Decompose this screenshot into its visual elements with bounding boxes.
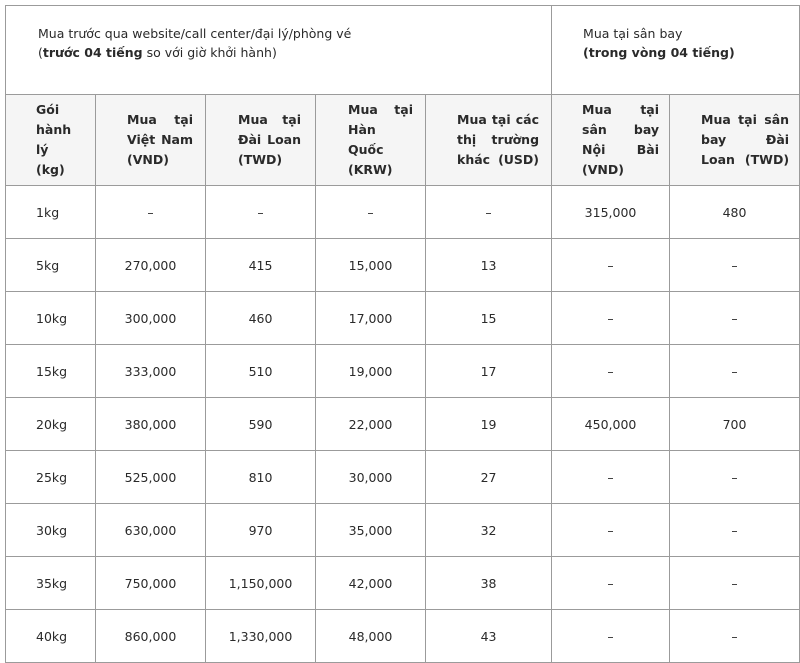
cell-noi-bai: – — [552, 610, 670, 663]
baggage-price-table — [5, 5, 800, 663]
cell-taiwan-airport: – — [670, 610, 800, 663]
cell-taiwan: 415 — [206, 239, 316, 292]
header-noi-bai-airport: Mua tại sân bay Nội Bài (VND) — [552, 95, 670, 186]
cell-korea: 48,000 — [316, 610, 426, 663]
cell-taiwan: 510 — [206, 345, 316, 398]
cell-noi-bai: – — [552, 557, 670, 610]
cell-weight: 25kg — [6, 451, 96, 504]
cell-taiwan: 970 — [206, 504, 316, 557]
cell-other: 19 — [426, 398, 552, 451]
cell-taiwan-airport: – — [670, 451, 800, 504]
cell-taiwan: – — [206, 186, 316, 239]
cell-taiwan: 460 — [206, 292, 316, 345]
cell-korea: 30,000 — [316, 451, 426, 504]
table-row — [6, 186, 800, 239]
cell-korea: 42,000 — [316, 557, 426, 610]
cell-vietnam: 380,000 — [96, 398, 206, 451]
cell-other: 15 — [426, 292, 552, 345]
cell-noi-bai: – — [552, 239, 670, 292]
cell-other: 38 — [426, 557, 552, 610]
cell-noi-bai: – — [552, 451, 670, 504]
advance-purchase-note-bold: trước 04 tiếng — [42, 45, 143, 60]
cell-taiwan: 1,330,000 — [206, 610, 316, 663]
cell-noi-bai: – — [552, 504, 670, 557]
cell-other: – — [426, 186, 552, 239]
cell-taiwan-airport: – — [670, 504, 800, 557]
cell-other: 27 — [426, 451, 552, 504]
table-row — [6, 504, 800, 557]
cell-taiwan-airport: – — [670, 292, 800, 345]
cell-korea: 22,000 — [316, 398, 426, 451]
cell-other: 43 — [426, 610, 552, 663]
header-baggage-package: Gói hành lý (kg) — [6, 95, 96, 186]
cell-taiwan: 810 — [206, 451, 316, 504]
cell-korea: 19,000 — [316, 345, 426, 398]
cell-taiwan-airport: 700 — [670, 398, 800, 451]
table-row — [6, 398, 800, 451]
cell-korea: 17,000 — [316, 292, 426, 345]
header-vietnam: Mua tại Việt Nam (VND) — [96, 95, 206, 186]
cell-weight: 15kg — [6, 345, 96, 398]
cell-weight: 10kg — [6, 292, 96, 345]
cell-vietnam: 300,000 — [96, 292, 206, 345]
cell-weight: 40kg — [6, 610, 96, 663]
purchase-channel-row — [6, 6, 800, 95]
advance-purchase-title: Mua trước qua website/call center/đại lý/phòng vé — [38, 26, 352, 41]
cell-noi-bai: 450,000 — [552, 398, 670, 451]
airport-purchase-header — [552, 6, 800, 95]
header-korea: Mua tại Hàn Quốc (KRW) — [316, 95, 426, 186]
airport-purchase-note: (trong vòng 04 tiếng) — [583, 45, 735, 60]
cell-taiwan-airport: – — [670, 557, 800, 610]
advance-purchase-note-rest: so với giờ khởi hành — [142, 45, 272, 60]
cell-vietnam: – — [96, 186, 206, 239]
table-row — [6, 451, 800, 504]
cell-korea: 35,000 — [316, 504, 426, 557]
cell-noi-bai: – — [552, 345, 670, 398]
cell-weight: 1kg — [6, 186, 96, 239]
table-row — [6, 610, 800, 663]
header-taiwan: Mua tại Đài Loan (TWD) — [206, 95, 316, 186]
table-row — [6, 557, 800, 610]
cell-taiwan: 590 — [206, 398, 316, 451]
column-header-row — [6, 95, 800, 186]
cell-vietnam: 750,000 — [96, 557, 206, 610]
cell-taiwan-airport: 480 — [670, 186, 800, 239]
cell-weight: 35kg — [6, 557, 96, 610]
table-row — [6, 292, 800, 345]
cell-taiwan-airport: – — [670, 239, 800, 292]
price-rows — [6, 186, 800, 663]
advance-purchase-header — [6, 6, 552, 95]
cell-taiwan: 1,150,000 — [206, 557, 316, 610]
cell-noi-bai: 315,000 — [552, 186, 670, 239]
header-other-markets: Mua tại các thị trường khác (USD) — [426, 95, 552, 186]
cell-vietnam: 525,000 — [96, 451, 206, 504]
cell-taiwan-airport: – — [670, 345, 800, 398]
cell-vietnam: 333,000 — [96, 345, 206, 398]
cell-vietnam: 860,000 — [96, 610, 206, 663]
cell-other: 17 — [426, 345, 552, 398]
cell-weight: 30kg — [6, 504, 96, 557]
cell-other: 32 — [426, 504, 552, 557]
cell-vietnam: 630,000 — [96, 504, 206, 557]
cell-korea: 15,000 — [316, 239, 426, 292]
cell-vietnam: 270,000 — [96, 239, 206, 292]
cell-weight: 5kg — [6, 239, 96, 292]
cell-korea: – — [316, 186, 426, 239]
header-taiwan-airport: Mua tại sân bay Đài Loan (TWD) — [670, 95, 800, 186]
table-row — [6, 345, 800, 398]
advance-purchase-note: (trước 04 tiếng so với giờ khởi hành) — [38, 45, 277, 60]
cell-weight: 20kg — [6, 398, 96, 451]
table-row — [6, 239, 800, 292]
cell-other: 13 — [426, 239, 552, 292]
airport-purchase-title: Mua tại sân bay — [583, 26, 683, 41]
cell-noi-bai: – — [552, 292, 670, 345]
